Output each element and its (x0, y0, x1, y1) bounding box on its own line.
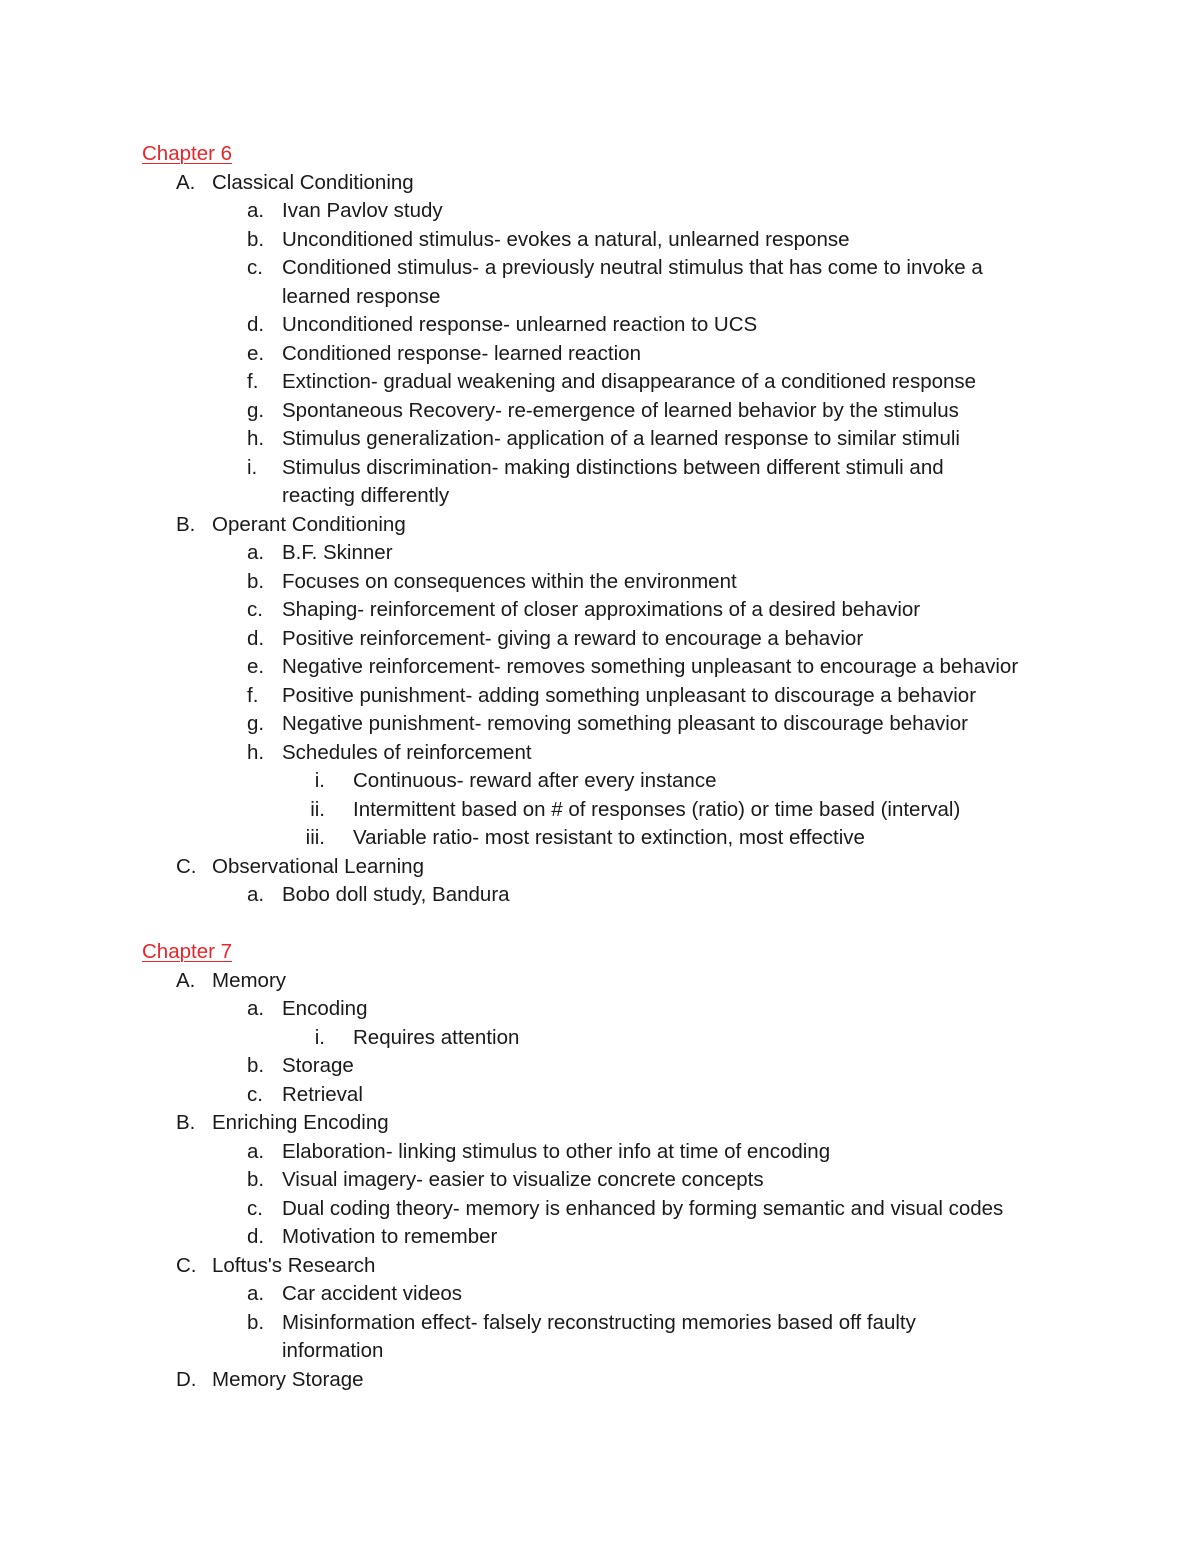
outline-item-level-2 (0, 995, 1200, 1024)
list-item-text: Car accident videos (282, 1282, 463, 1305)
list-item-text: Bobo doll study, Bandura (282, 883, 510, 906)
outline-item-level-2 (0, 425, 1200, 454)
outline-item-level-2 (0, 368, 1200, 397)
outline-item-level-2 (0, 1081, 1200, 1110)
outline-item-level-1 (0, 169, 1200, 198)
list-item-text: Stimulus generalization- application of a learned response to similar stimuli (282, 427, 960, 450)
list-marker: B. (176, 1111, 196, 1134)
list-item-text: Conditioned response- learned reaction (282, 341, 641, 365)
list-marker: d. (247, 1225, 265, 1248)
list-item-text: Spontaneous Recovery- re-emergence of learned behavior by the stimulus (282, 398, 959, 422)
list-marker: e. (247, 655, 265, 678)
list-item-text: Shaping- reinforcement of closer approximations of a desired behavior (282, 598, 921, 621)
list-marker: c. (247, 598, 263, 621)
list-item-text: information (282, 1339, 384, 1362)
list-marker: b. (247, 1310, 265, 1334)
outline-item-level-3 (0, 1024, 1200, 1053)
list-item-text: learned response (282, 284, 441, 308)
list-marker: b. (247, 227, 265, 251)
list-item-text: reacting differently (282, 484, 450, 507)
outline-item-level-2 (0, 881, 1200, 910)
list-item-text: Conditioned stimulus- a previously neutral stimulus that has come to invoke a (282, 256, 983, 279)
chapter-heading-line (0, 938, 1200, 967)
list-marker: iii. (305, 826, 325, 849)
outline-item-level-2 (0, 653, 1200, 682)
outline-item-level-1 (0, 511, 1200, 540)
outline-item-level-1 (0, 1366, 1200, 1395)
list-marker: c. (247, 1196, 263, 1220)
outline-item-level-2 (0, 1280, 1200, 1309)
list-marker: a. (247, 1139, 265, 1163)
list-item-text: Stimulus discrimination- making distinctions between different stimuli and (282, 455, 944, 479)
outline-item-level-2 (0, 340, 1200, 369)
outline-item-level-2 (0, 596, 1200, 625)
list-item-text: Retrieval (282, 1082, 363, 1106)
document-page (0, 140, 1200, 1394)
outline-item-level-3 (0, 796, 1200, 825)
outline-item-level-2 (0, 1309, 1200, 1338)
outline-item-level-2 (0, 710, 1200, 739)
list-marker: D. (176, 1367, 197, 1391)
list-marker: i. (314, 769, 325, 792)
list-item-text: Storage (282, 1054, 354, 1077)
list-marker: b. (247, 1168, 265, 1191)
outline-item-level-2 (0, 1052, 1200, 1081)
list-marker: A. (176, 170, 196, 194)
outline-item-level-2 (0, 568, 1200, 597)
outline-item-level-1 (0, 967, 1200, 996)
list-item-text: Variable ratio- most resistant to extinction, most effective (353, 826, 865, 849)
outline-item-level-2 (0, 1166, 1200, 1195)
list-item-text: Requires attention (353, 1025, 520, 1049)
list-marker: d. (247, 626, 265, 650)
list-marker: f. (247, 683, 259, 707)
blank-line (0, 910, 1200, 939)
list-item-text: Motivation to remember (282, 1225, 498, 1248)
list-item-text: Memory Storage (212, 1367, 364, 1391)
list-marker: a. (247, 541, 265, 564)
list-item-text: Dual coding theory- memory is enhanced by forming semantic and visual codes (282, 1196, 1004, 1220)
list-marker: g. (247, 398, 265, 422)
outline-item-level-2 (0, 739, 1200, 768)
list-marker: C. (176, 1253, 197, 1277)
chapter-heading-line (0, 140, 1200, 169)
outline-item-level-2 (0, 283, 1200, 312)
list-marker: ii. (310, 797, 325, 821)
chapter-heading: Chapter 7 (142, 940, 233, 963)
outline-item-level-1 (0, 1109, 1200, 1138)
list-item-text: B.F. Skinner (282, 541, 393, 564)
list-item-text: Misinformation effect- falsely reconstructing memories based off faulty (282, 1310, 916, 1334)
list-item-text: Memory (212, 968, 287, 992)
list-item-text: Visual imagery- easier to visualize concrete concepts (282, 1168, 764, 1191)
list-item-text: Schedules of reinforcement (282, 740, 532, 764)
list-marker: b. (247, 569, 265, 593)
list-marker: h. (247, 740, 265, 764)
list-marker: c. (247, 1082, 263, 1106)
list-marker: A. (176, 968, 196, 992)
list-marker: b. (247, 1054, 265, 1077)
outline-item-level-2 (0, 397, 1200, 426)
list-marker: c. (247, 256, 263, 279)
list-item-text: Positive punishment- adding something unpleasant to discourage a behavior (282, 683, 977, 707)
list-item-text: Unconditioned stimulus- evokes a natural, unlearned response (282, 227, 850, 251)
outline-item-level-3 (0, 767, 1200, 796)
chapter-heading: Chapter 6 (142, 142, 233, 165)
list-item-text: Loftus's Research (212, 1253, 376, 1277)
list-marker: a. (247, 883, 265, 906)
outline-item-level-2 (0, 1195, 1200, 1224)
list-item-text: Classical Conditioning (212, 170, 414, 194)
list-item-text: Observational Learning (212, 854, 424, 878)
list-marker: a. (247, 1282, 265, 1305)
list-item-text: Elaboration- linking stimulus to other info at time of encoding (282, 1139, 831, 1163)
outline-item-level-2 (0, 1337, 1200, 1366)
list-marker: a. (247, 199, 265, 222)
list-marker: d. (247, 313, 265, 336)
list-item-text: Unconditioned response- unlearned reaction to UCS (282, 313, 758, 336)
outline-item-level-2 (0, 482, 1200, 511)
outline-item-level-2 (0, 539, 1200, 568)
outline-item-level-2 (0, 254, 1200, 283)
list-item-text: Positive reinforcement- giving a reward to encourage a behavior (282, 626, 864, 650)
list-item-text: Negative punishment- removing something pleasant to discourage behavior (282, 712, 969, 735)
outline-item-level-2 (0, 197, 1200, 226)
outline-item-level-2 (0, 1138, 1200, 1167)
list-marker: C. (176, 854, 197, 878)
outline-item-level-2 (0, 311, 1200, 340)
list-item-text: Extinction- gradual weakening and disappearance of a conditioned response (282, 370, 977, 393)
list-item-text: Negative reinforcement- removes something unpleasant to encourage a behavior (282, 655, 1019, 678)
list-marker: B. (176, 512, 196, 536)
outline-item-level-2 (0, 226, 1200, 255)
list-marker: f. (247, 370, 259, 393)
outline-item-level-1 (0, 853, 1200, 882)
list-marker: h. (247, 427, 265, 450)
list-item-text: Encoding (282, 997, 368, 1020)
outline-item-level-3 (0, 824, 1200, 853)
list-item-text: Focuses on consequences within the environment (282, 569, 737, 593)
list-marker: e. (247, 341, 265, 365)
outline-item-level-2 (0, 682, 1200, 711)
list-item-text: Intermittent based on # of responses (ratio) or time based (interval) (353, 797, 961, 821)
outline-item-level-2 (0, 625, 1200, 654)
list-marker: i. (314, 1025, 325, 1049)
list-marker: a. (247, 997, 265, 1020)
list-marker: g. (247, 712, 265, 735)
list-item-text: Ivan Pavlov study (282, 199, 443, 222)
outline-item-level-1 (0, 1252, 1200, 1281)
list-item-text: Operant Conditioning (212, 512, 406, 536)
list-item-text: Continuous- reward after every instance (353, 769, 717, 792)
outline-item-level-2 (0, 454, 1200, 483)
list-marker: i. (247, 455, 258, 479)
outline-item-level-2 (0, 1223, 1200, 1252)
list-item-text: Enriching Encoding (212, 1111, 389, 1134)
